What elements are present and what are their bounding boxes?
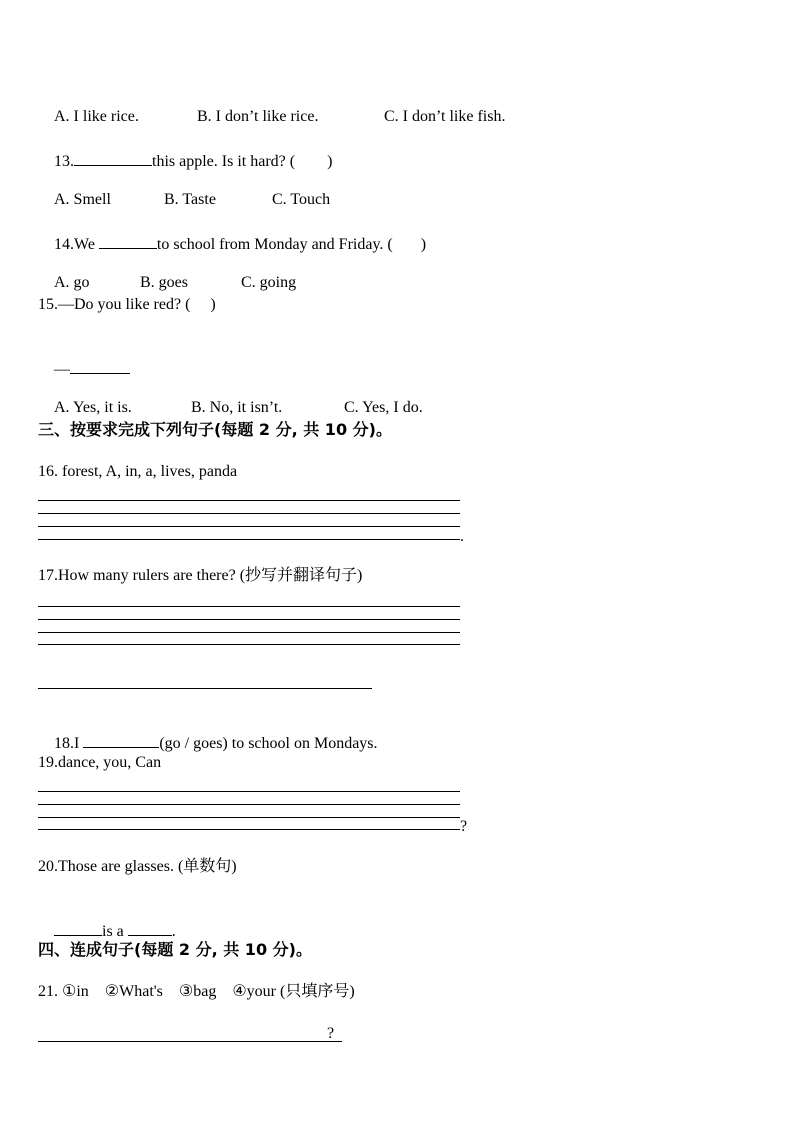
q17-question: 17.How many rulers are there? (抄写并翻译句子): [38, 567, 363, 584]
q21-question-mark: ?: [327, 1025, 335, 1042]
q19-question: 19.dance, you, Can: [38, 754, 162, 771]
q14-prefix: 14.We: [54, 236, 99, 253]
q13-number: 13.: [54, 153, 74, 170]
q18-prefix: 18.I: [54, 735, 84, 752]
q20-mid: is a: [102, 923, 128, 940]
q21-question: 21. ①in ②What's ③bag ④your (只填序号): [38, 983, 355, 1000]
section-3-heading: 三、按要求完成下列句子(每题 2 分, 共 10 分)。: [38, 420, 392, 439]
q15-option-c: C. Yes, I do.: [344, 399, 423, 416]
q15-option-b: B. No, it isn’t.: [191, 399, 283, 416]
q12-option-a: A. I like rice.: [54, 108, 139, 125]
q15-question: 15.—Do you like red? ( ): [38, 296, 216, 313]
q14-option-a: A. go: [54, 274, 90, 291]
q13-option-a: A. Smell: [54, 191, 111, 208]
q20-blank-1[interactable]: [54, 919, 102, 936]
q16-question: 16. forest, A, in, a, lives, panda: [38, 463, 238, 480]
q13-option-c: C. Touch: [272, 191, 331, 208]
q20-end: .: [171, 923, 176, 940]
q16-writing-lines[interactable]: [38, 500, 460, 542]
q18-answer-blank[interactable]: [83, 731, 159, 748]
q15-option-a: A. Yes, it is.: [54, 399, 132, 416]
q21-answer-line[interactable]: [38, 1041, 342, 1042]
q12-option-b: B. I don’t like rice.: [197, 108, 319, 125]
q20-question: 20.Those are glasses. (单数句): [38, 858, 237, 875]
section-4-heading: 四、连成句子(每题 2 分, 共 10 分)。: [38, 940, 312, 959]
q14-text: to school from Monday and Friday. ( ): [156, 236, 427, 253]
q19-writing-lines[interactable]: [38, 791, 460, 833]
q14-option-b: B. goes: [140, 274, 188, 291]
q15-reply-dash: —: [54, 361, 70, 378]
q13-answer-blank[interactable]: [74, 149, 152, 166]
q13-text: this apple. Is it hard? ( ): [152, 153, 333, 170]
q16-period: .: [460, 528, 464, 545]
q12-option-c: C. I don’t like fish.: [384, 108, 506, 125]
q19-question-mark: ?: [460, 818, 468, 835]
q20-blank-2[interactable]: [128, 919, 172, 936]
q15-answer-blank[interactable]: [70, 357, 130, 374]
q14-option-c: C. going: [241, 274, 297, 291]
q18-text: (go / goes) to school on Mondays.: [159, 735, 378, 752]
q17-translation-line[interactable]: [38, 688, 372, 689]
q13-option-b: B. Taste: [164, 191, 216, 208]
q14-answer-blank[interactable]: [99, 232, 157, 249]
q17-writing-lines[interactable]: [38, 606, 460, 648]
